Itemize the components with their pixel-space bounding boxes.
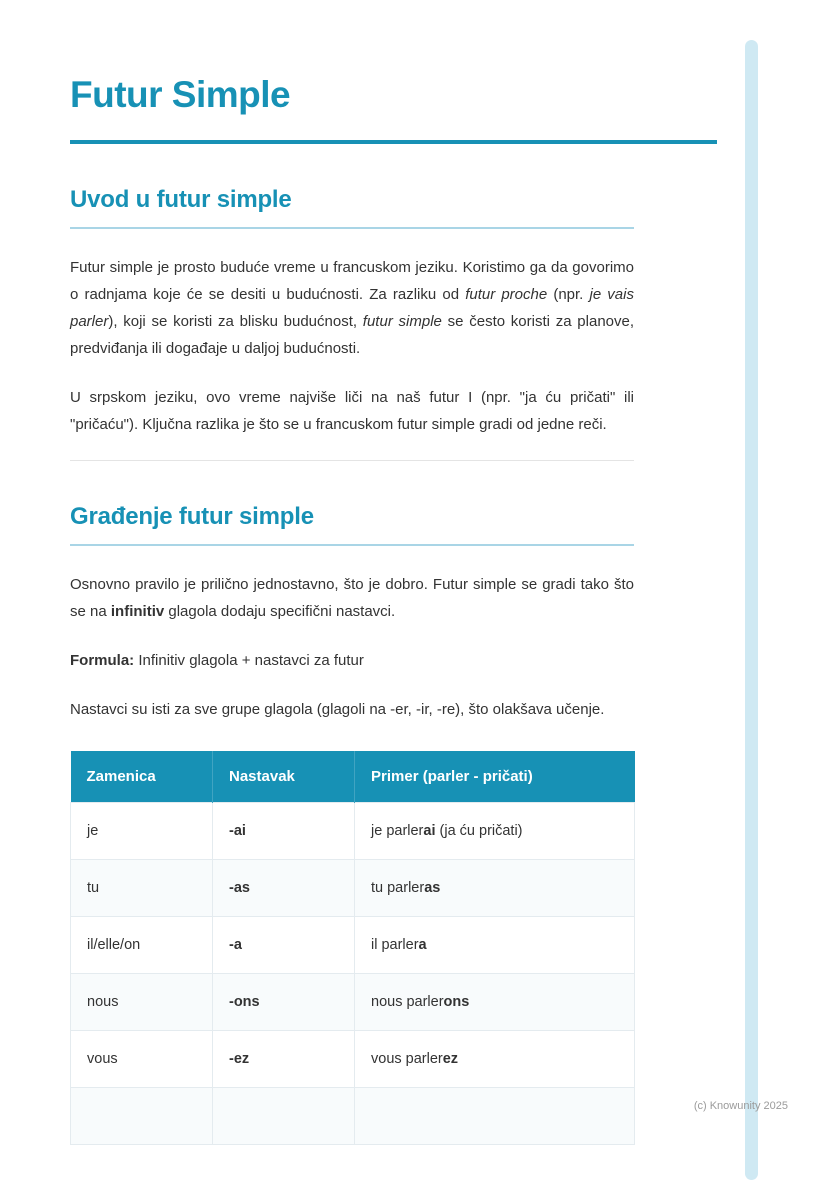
table-cell: -ez	[213, 1031, 355, 1088]
table-cell: nous parlerons	[355, 974, 635, 1031]
table-row	[71, 1088, 635, 1145]
section-gradjenje	[70, 503, 634, 1145]
paragraph: Futur simple je prosto buduće vreme u francuskom jeziku. Koristimo ga da govorimo o radnjama koje će se desiti u budućnosti. Za razliku od futur proche (npr. je vais parler), koji se koristi za blisku budućnost, futur simple se često koristi za planove, predviđanja ili događaje u daljoj budućnosti.	[70, 259, 635, 357]
table-header-row	[71, 751, 635, 803]
table-cell: -a	[213, 917, 355, 974]
table-cell: vous parlerez	[355, 1031, 635, 1088]
table-cell	[71, 1088, 213, 1145]
paragraph: U srpskom jeziku, ovo vreme najviše liči na naš futur I (npr. "ja ću pričati" ili "pričaću"). Ključna razlika je što se u francuskom futur simple gradi od jedne reči.	[70, 389, 634, 433]
conjugation-table	[70, 751, 635, 1145]
table-header-cell: Zamenica	[71, 751, 213, 803]
table-cell: -ai	[213, 803, 355, 860]
section-divider	[70, 460, 634, 461]
document-page	[70, 74, 634, 1145]
table-cell: il parlera	[355, 917, 635, 974]
table-cell: vous	[71, 1031, 213, 1088]
table-cell: -as	[213, 860, 355, 917]
page-title: Futur Simple	[70, 74, 291, 115]
paragraph: Osnovno pravilo je prilično jednostavno, što je dobro. Futur simple se gradi tako što se na infinitiv glagola dodaju specifični nastavci.	[70, 576, 634, 620]
section-heading-uvod: Uvod u futur simple	[70, 186, 292, 213]
table-cell: je	[71, 803, 213, 860]
table-row	[71, 917, 635, 974]
table-row	[71, 1031, 635, 1088]
table-cell: je parlerai (ja ću pričati)	[355, 803, 635, 860]
paragraph: Nastavci su isti za sve grupe glagola (glagoli na -er, -ir, -re), što olakšava učenje.	[70, 701, 605, 718]
paragraph: Formula: Infinitiv glagola + nastavci za futur	[70, 652, 364, 669]
section-heading-divider	[70, 227, 634, 229]
section-heading-gradjenje: Građenje futur simple	[70, 503, 314, 530]
table-header-cell: Primer (parler - pričati)	[355, 751, 635, 803]
table-cell	[213, 1088, 355, 1145]
table-cell: tu parleras	[355, 860, 635, 917]
table-cell: -ons	[213, 974, 355, 1031]
table-row	[71, 974, 635, 1031]
table-row	[71, 860, 635, 917]
table-cell: nous	[71, 974, 213, 1031]
footer-credit: (c) Knowunity 2025	[693, 1100, 788, 1112]
table-header-cell: Nastavak	[213, 751, 355, 803]
table-cell: tu	[71, 860, 213, 917]
section-heading-divider	[70, 544, 634, 546]
page-edge-bar	[745, 40, 758, 1180]
table-row	[71, 803, 635, 860]
table-cell	[355, 1088, 635, 1145]
table-cell: il/elle/on	[71, 917, 213, 974]
section-uvod	[70, 186, 634, 438]
table-body	[71, 803, 635, 1145]
title-divider	[70, 140, 717, 144]
